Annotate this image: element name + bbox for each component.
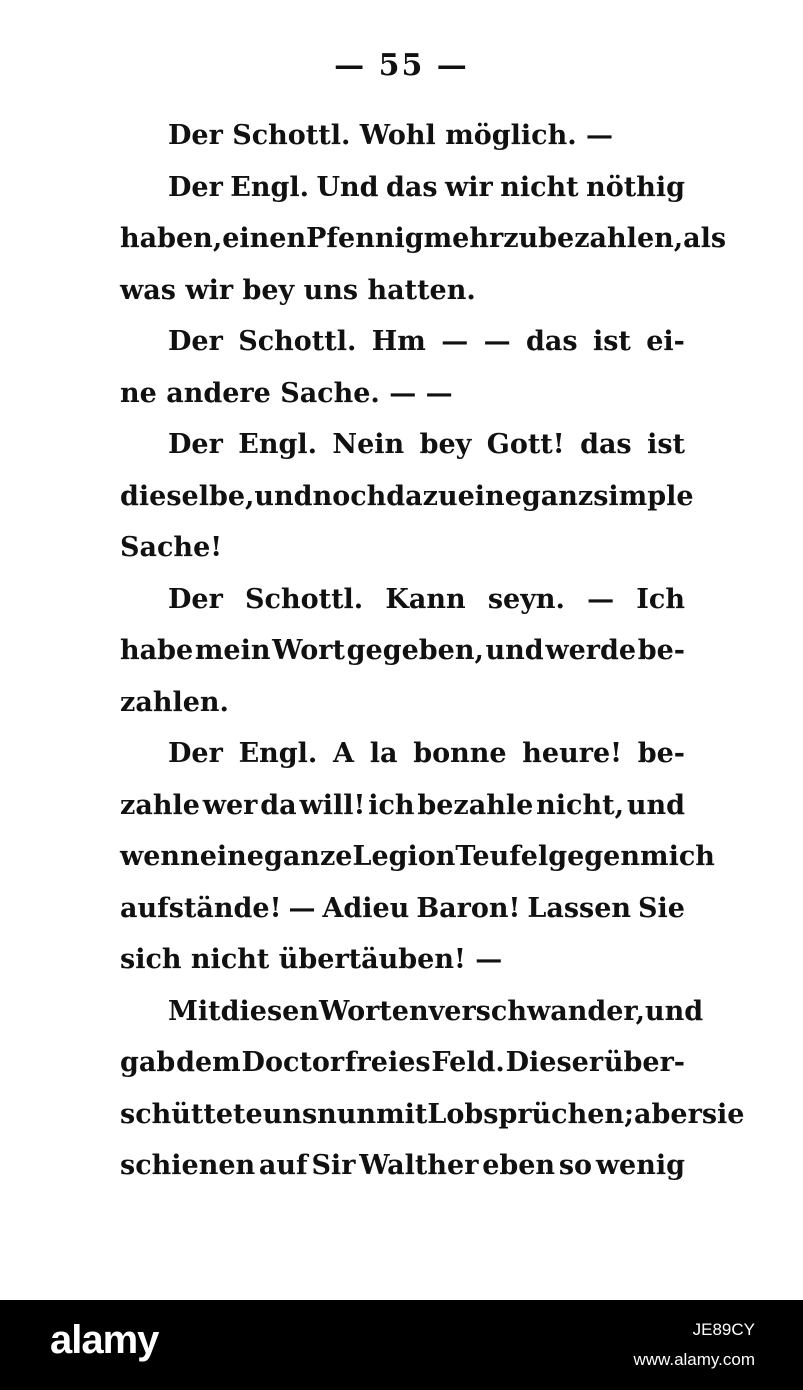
text-line: zahle wer da will! ich bezahle nicht, und [120, 789, 685, 821]
page-text [120, 110, 745, 1192]
text-line: gab dem Doctor freies Feld. Dieser über- [120, 1047, 685, 1078]
text-line: wenn eine ganze Legion Teufel gegen mich [120, 841, 715, 872]
text-line: Der Schottl. Hm — — das ist ei- [168, 326, 685, 357]
text-line: aufstände! — Adieu Baron! Lassen Sie [120, 892, 685, 924]
text-line: Der Engl. A la bonne heure! be- [168, 738, 685, 769]
text-line: habe mein Wort gegeben, und werde be- [120, 635, 685, 666]
text-line: Der Schottl. Wohl möglich. — [168, 120, 614, 151]
text-line: Der Engl. Nein bey Gott! das ist [168, 429, 685, 460]
text-line: Der Engl. Und das wir nicht nöthig [168, 171, 685, 203]
page-number: — 55 — [334, 48, 469, 83]
text-line: dieselbe, und noch dazu eine ganz simple [120, 480, 694, 512]
text-line: zahlen. [120, 686, 229, 718]
text-line: haben, einen Pfennig mehr zu bezahlen, als [120, 223, 727, 254]
watermark-footer [0, 1300, 803, 1390]
text-line: schüttete uns nun mit Lobsprüchen; aber sie [120, 1098, 745, 1130]
text-line: Sache! [120, 532, 223, 563]
site-url: www.alamy.com [633, 1350, 755, 1369]
text-line: ne andere Sache. — — [120, 377, 453, 409]
text-line: sich nicht übertäuben! — [120, 944, 503, 975]
text-line: schienen auf Sir Walther eben so wenig [120, 1150, 685, 1181]
text-line: was wir bey uns hatten. [120, 274, 476, 306]
alamy-logo: alamy [50, 1318, 159, 1362]
text-line: Der Schottl. Kann seyn. — Ich [168, 583, 685, 615]
image-id: JE89CY [692, 1320, 755, 1339]
text-line: Mit diesen Worten verschwand er, und [168, 995, 704, 1027]
